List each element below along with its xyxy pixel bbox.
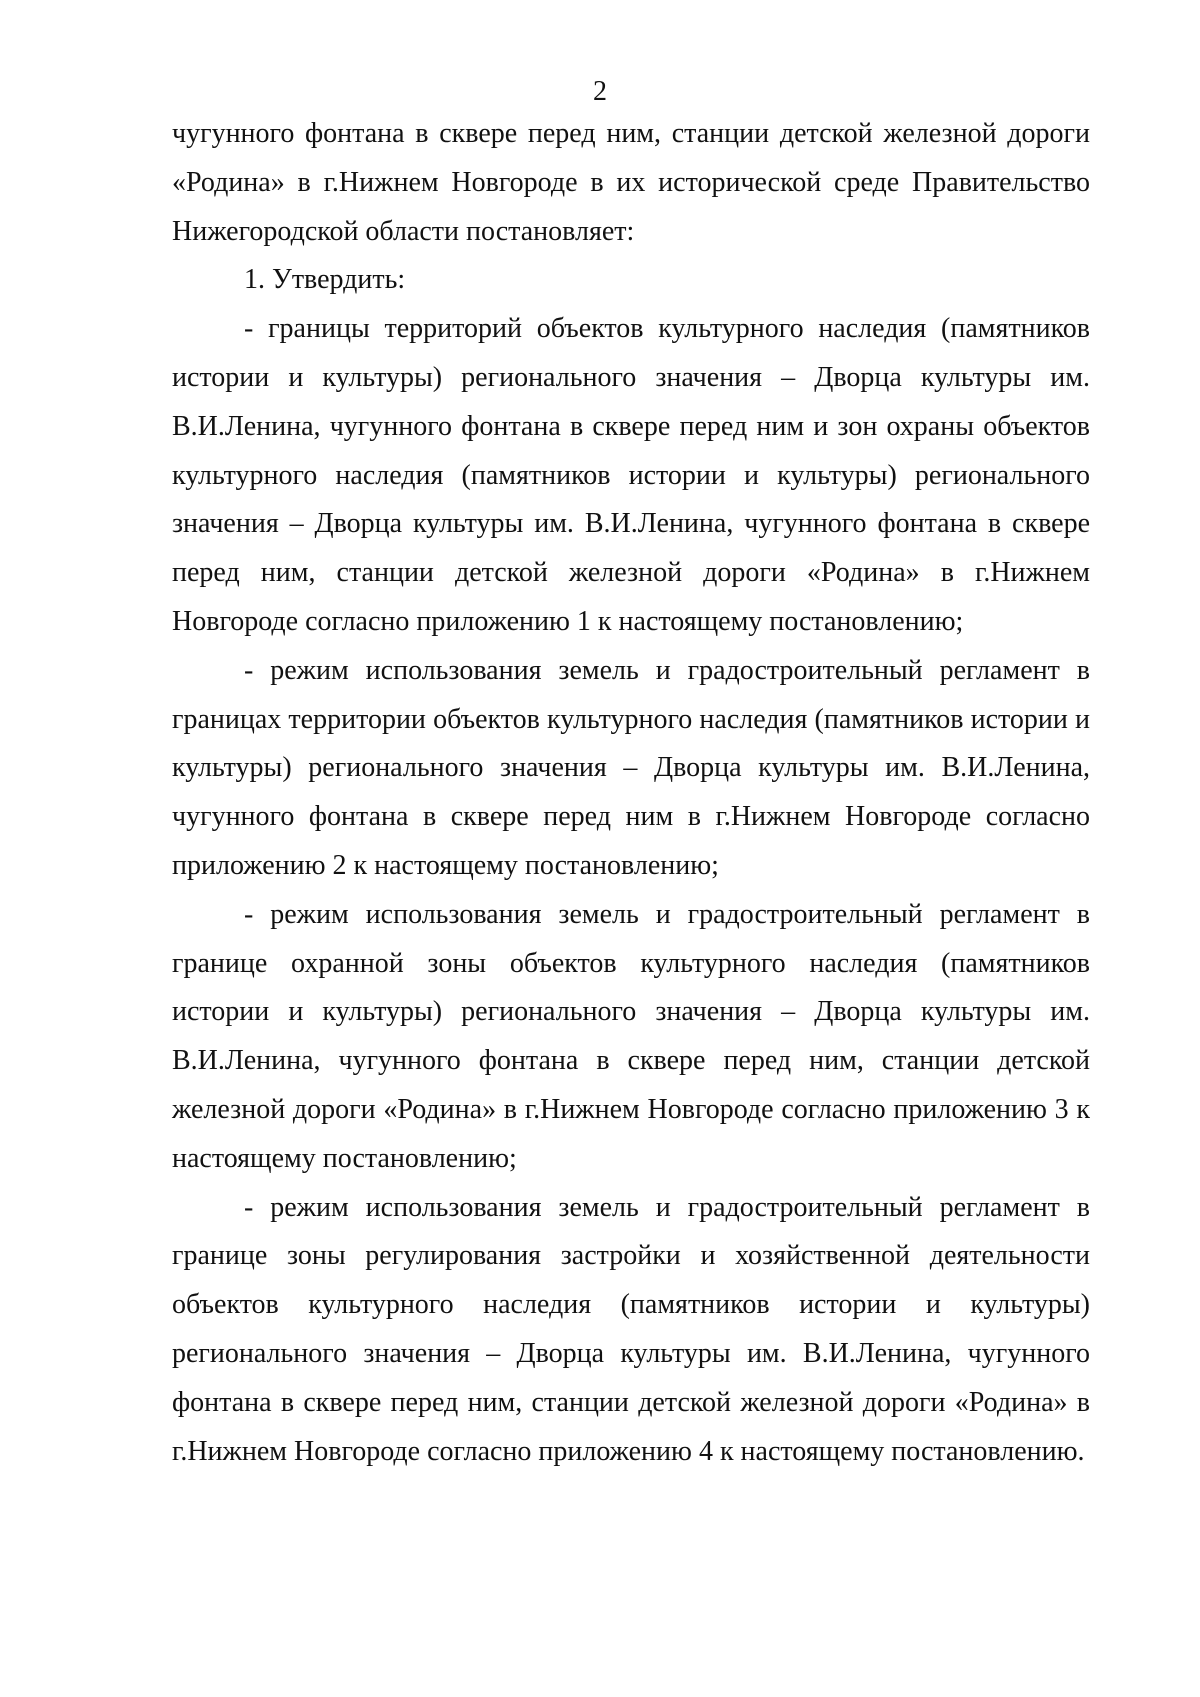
paragraph-continuation: чугунного фонтана в сквере перед ним, станции детской железной дороги «Родина» в г.Нижнем Новгороде в их исторической среде Правительство Нижегородской области постановляет: [172,118,1090,247]
document-body [172,110,1090,1476]
paragraph-item-territory-regime: - режим использования земель и градостроительный регламент в границах территории объектов культурного наследия (памятников истории и культуры) регионального значения – Дворца культуры им. В.И.Ленина, чугунного фонтана в сквере перед ним в г.Нижнем Новгороде согласно приложению 2 к настоящему постановлению; [172,654,1090,881]
paragraph-item-regulation-zone-regime: - режим использования земель и градостроительный регламент в границе зоны регулирования застройки и хозяйственной деятельности объектов культурного наследия (памятников истории и культуры) регионального значения – Дворца культуры им. В.И.Ленина, чугунного фонтана в сквере перед ним, станции детской железной дороги «Родина» в г.Нижнем Новгороде согласно приложению 4 к настоящему постановлению. [172,1191,1090,1467]
paragraph-item-protection-zone-regime: - режим использования земель и градостроительный регламент в границе охранной зоны объектов культурного наследия (памятников истории и культуры) регионального значения – Дворца культуры им. В.И.Ленина, чугунного фонтана в сквере перед ним, станции детской железной дороги «Родина» в г.Нижнем Новгороде согласно приложению 3 к настоящему постановлению; [172,898,1090,1174]
page-number: 2 [593,76,607,107]
paragraph-item-boundaries: - границы территорий объектов культурного наследия (памятников истории и культуры) регионального значения – Дворца культуры им. В.И.Ленина, чугунного фонтана в сквере перед ним и зон охраны объектов культурного наследия (памятников истории и культуры) регионального значения – Дворца культуры им. В.И.Ленина, чугунного фонтана в сквере перед ним, станции детской железной дороги «Родина» в г.Нижнем Новгороде согласно приложению 1 к настоящему постановлению; [172,313,1090,637]
paragraph-approve-heading: 1. Утвердить: [244,264,406,296]
